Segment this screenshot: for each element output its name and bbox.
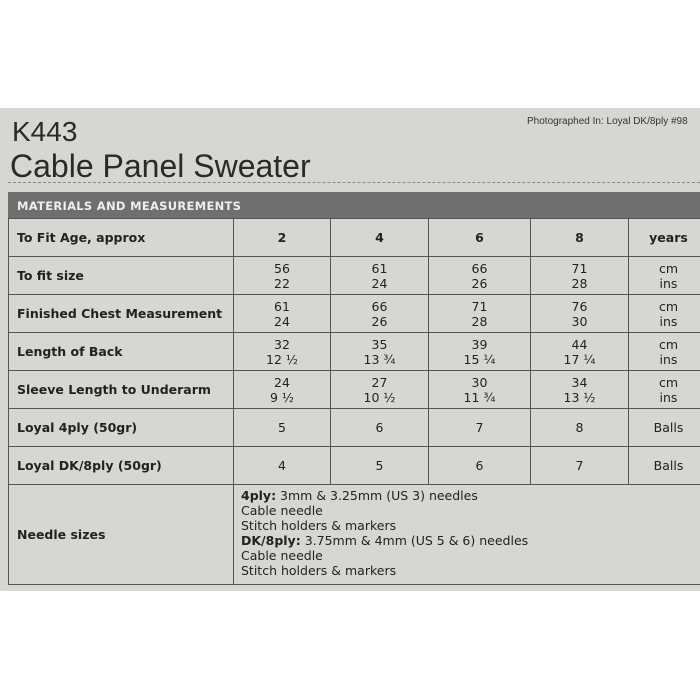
cell-value: 61: [274, 298, 290, 314]
measurements-table: [8, 218, 700, 585]
table-row: [9, 333, 700, 371]
size-cell: [531, 409, 629, 447]
cell-value: 35: [371, 336, 388, 352]
unit-cell: [629, 333, 700, 371]
size-cell: [531, 295, 629, 333]
cell-value: 12 ½: [266, 351, 298, 367]
size-cell: [331, 409, 429, 447]
unit-value: ins: [659, 351, 678, 367]
needle-line: [241, 503, 700, 518]
needle-row: [9, 485, 700, 585]
row-label: Loyal 4ply (50gr): [9, 409, 234, 447]
size-cell: [531, 333, 629, 371]
row-label: Sleeve Length to Underarm: [9, 371, 234, 409]
divider: [8, 182, 700, 183]
unit-cell: [629, 371, 700, 409]
size-cell: [234, 257, 331, 295]
size-cell: [234, 295, 331, 333]
needle-text: Cable needle: [241, 503, 323, 518]
unit-value: cm: [658, 298, 679, 314]
cell-value: 8: [575, 230, 584, 245]
cell-value: 32: [274, 336, 290, 352]
needle-line: [241, 488, 700, 503]
cell-value: 4: [375, 230, 384, 245]
size-cell: [531, 219, 629, 257]
size-cell: [429, 447, 531, 485]
cell-value: 13 ¾: [363, 351, 396, 367]
size-cell: [531, 257, 629, 295]
needle-text: Stitch holders & markers: [241, 563, 397, 578]
size-cell: [429, 295, 531, 333]
unit-cell: [629, 295, 700, 333]
section-header: MATERIALS AND MEASUREMENTS: [8, 192, 700, 218]
table-row: [9, 257, 700, 295]
cell-value: 22: [274, 275, 290, 291]
cell-value: 66: [471, 260, 488, 276]
photographed-in: Photographed In: Loyal DK/8ply #98: [527, 116, 688, 127]
row-label: Loyal DK/8ply (50gr): [9, 447, 234, 485]
size-cell: [331, 219, 429, 257]
size-cell: [234, 371, 331, 409]
cell-value: 27: [371, 374, 388, 390]
cell-value: 28: [571, 275, 588, 291]
cell-value: 6: [375, 420, 384, 435]
cell-value: 28: [471, 313, 488, 329]
cell-value: 17 ¼: [563, 351, 596, 367]
cell-value: 10 ½: [363, 389, 396, 405]
cell-value: 9 ½: [269, 389, 295, 405]
cell-value: 5: [278, 420, 286, 435]
needle-text: 3.75mm & 4mm (US 5 & 6) needles: [300, 533, 529, 548]
cell-value: 24: [274, 313, 290, 329]
size-cell: [531, 371, 629, 409]
cell-value: 13 ½: [563, 389, 596, 405]
row-label: Finished Chest Measurement: [9, 295, 234, 333]
unit-cell: [629, 219, 700, 257]
cell-value: 26: [471, 275, 488, 291]
pattern-code: K443: [12, 116, 78, 147]
cell-value: 56: [274, 260, 290, 276]
cell-value: 30: [471, 374, 488, 390]
cell-value: 76: [571, 298, 588, 314]
needle-line: [241, 533, 700, 548]
cell-value: 8: [575, 420, 584, 435]
pattern-title: Cable Panel Sweater: [10, 148, 311, 184]
cell-value: 2: [277, 230, 287, 245]
unit-cell: [629, 409, 700, 447]
unit-value: cm: [658, 260, 679, 276]
size-cell: [234, 333, 331, 371]
unit-cell: [629, 257, 700, 295]
needle-line: [241, 518, 700, 533]
needle-line: [241, 548, 700, 563]
cell-value: 39: [471, 336, 488, 352]
size-cell: [331, 371, 429, 409]
cell-value: 24: [371, 275, 388, 291]
cell-value: 71: [471, 298, 488, 314]
needle-list: [234, 485, 700, 585]
size-cell: [429, 409, 531, 447]
size-cell: [234, 447, 331, 485]
size-cell: [429, 333, 531, 371]
unit-value: ins: [659, 275, 678, 291]
yarn-weight: DK/8ply:: [241, 533, 301, 548]
cell-value: 15 ¼: [463, 351, 496, 367]
cell-value: 44: [571, 336, 588, 352]
row-label: Needle sizes: [9, 485, 234, 585]
table-row: [9, 409, 700, 447]
table-row: [9, 295, 700, 333]
cell-value: 5: [375, 458, 384, 473]
yarn-weight: 4ply:: [241, 488, 277, 503]
cell-value: 11 ¾: [463, 389, 496, 405]
cell-value: 6: [475, 458, 484, 473]
row-label: To fit size: [9, 257, 234, 295]
needle-text: Cable needle: [241, 548, 323, 563]
unit-value: years: [649, 230, 688, 245]
row-label: Length of Back: [9, 333, 234, 371]
unit-value: ins: [659, 313, 678, 329]
needle-text: 3mm & 3.25mm (US 3) needles: [276, 488, 478, 503]
unit-value: Balls: [653, 420, 684, 435]
cell-value: 24: [274, 374, 290, 390]
unit-value: cm: [658, 336, 679, 352]
size-cell: [531, 447, 629, 485]
cell-value: 6: [475, 230, 484, 245]
cell-value: 4: [278, 458, 286, 473]
cell-value: 7: [475, 420, 484, 435]
needle-line: [241, 563, 700, 578]
size-cell: [331, 295, 429, 333]
size-cell: [429, 257, 531, 295]
table-row: [9, 371, 700, 409]
cell-value: 30: [571, 313, 588, 329]
cell-value: 66: [371, 298, 388, 314]
unit-value: ins: [659, 389, 678, 405]
size-cell: [331, 257, 429, 295]
size-cell: [429, 219, 531, 257]
unit-value: Balls: [653, 458, 684, 473]
row-label: To Fit Age, approx: [9, 219, 234, 257]
size-cell: [234, 409, 331, 447]
size-cell: [234, 219, 331, 257]
unit-value: cm: [658, 374, 679, 390]
cell-value: 61: [371, 260, 388, 276]
table-row: [9, 219, 700, 257]
size-cell: [331, 447, 429, 485]
cell-value: 7: [575, 458, 584, 473]
unit-cell: [629, 447, 700, 485]
size-cell: [429, 371, 531, 409]
table-row: [9, 447, 700, 485]
cell-value: 26: [371, 313, 388, 329]
size-cell: [331, 333, 429, 371]
needle-text: Stitch holders & markers: [241, 518, 397, 533]
cell-value: 34: [571, 374, 588, 390]
cell-value: 71: [571, 260, 588, 276]
pattern-sheet: [0, 108, 700, 591]
